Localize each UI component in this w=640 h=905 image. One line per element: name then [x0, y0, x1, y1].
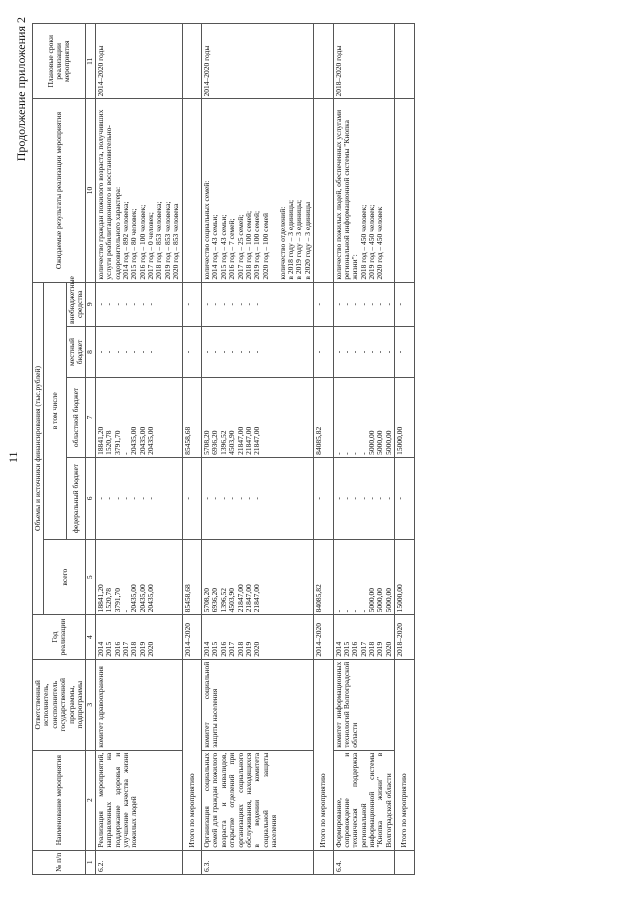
header-executor: Ответственный исполнитель, соисполнитель государственной программы, подпрограммы — [33, 659, 86, 750]
total-sum: 85458,68 — [182, 539, 201, 614]
total-extrabudget: - — [314, 282, 333, 326]
table-row — [95, 24, 182, 875]
row-extrabudget-line: - — [129, 303, 139, 306]
row-federal-line: - — [358, 497, 368, 500]
total-local: - — [182, 326, 201, 377]
row-extrabudget-line: - — [146, 303, 156, 306]
row-federal-line: - — [235, 497, 245, 500]
row-federal — [333, 457, 395, 539]
total-num-cell — [314, 850, 333, 874]
total-row — [182, 24, 201, 875]
appendix-caption: Продолжение приложения 2 — [14, 17, 28, 162]
row-local-line: - — [227, 350, 237, 354]
row-results-line: 2014 год – 43 семьи; — [210, 214, 220, 280]
row-regional-line: 3791,70 — [112, 430, 122, 455]
row-results-line: 2020 год – 450 человек — [375, 206, 385, 280]
row-federal-line: - — [227, 497, 237, 500]
row-extrabudget-line: - — [252, 303, 262, 306]
row-regional-line: 21847,00 — [252, 426, 262, 455]
row-local-line: - — [375, 350, 385, 354]
row-years-line: 2018 — [235, 641, 245, 657]
row-years-line: 2014 — [333, 641, 343, 657]
row-regional-line: 1520,78 — [104, 430, 114, 455]
row-regional — [95, 378, 182, 458]
row-regional-line: - — [333, 452, 343, 455]
row-extrabudget-line: - — [375, 303, 385, 306]
total-row — [395, 24, 414, 875]
header-num: № п/п — [33, 850, 86, 874]
column-number: 10 — [86, 99, 95, 282]
column-number-row — [86, 24, 95, 875]
row-years-line: 2016 — [350, 641, 360, 657]
row-results-line: 2017 год – 25 семей; — [235, 214, 245, 280]
row-local-line: - — [333, 350, 343, 354]
row-years-line: 2015 — [210, 641, 220, 657]
row-results-line: 2018 год – 450 человек; — [358, 204, 368, 280]
row-results-line: 2019 год – 853 человека; — [162, 201, 172, 280]
row-total-line: 6936,20 — [210, 588, 220, 613]
header-regional: областной бюджет — [66, 378, 86, 458]
column-number: 6 — [86, 457, 95, 539]
row-results-line: 2020 год – 853 человека — [171, 203, 181, 280]
table-row — [202, 24, 314, 875]
column-number: 3 — [86, 659, 95, 750]
row-years-line: 2020 — [146, 641, 156, 657]
row-local-line: - — [358, 350, 368, 354]
header-year: Год реализации — [33, 615, 86, 659]
header-results: Ожидаемые результаты реализации мероприятия — [33, 99, 86, 282]
header-total: всего — [44, 539, 86, 614]
row-regional-line: - — [358, 452, 368, 455]
total-local: - — [395, 326, 414, 377]
row-executor: комитет информационных технологий Волгоградской области — [333, 659, 395, 750]
row-total-line: 20435,00 — [129, 584, 139, 613]
row-results — [95, 99, 182, 282]
row-extrabudget-line: - — [358, 303, 368, 306]
row-results-line: 2019 год – 450 человек; — [367, 204, 377, 280]
table-body — [95, 24, 414, 875]
row-regional-line: 5708,20 — [202, 430, 212, 455]
row-num: 6.4. — [333, 850, 395, 874]
column-number: 7 — [86, 378, 95, 458]
total-label: Итого по мероприятию — [314, 659, 333, 850]
row-results-line: количество граждан пожилого возраста, получивших услуги реабилитационного и восстановительно-оздоровительного характера: — [95, 109, 122, 280]
total-sum: 15000,00 — [395, 539, 414, 614]
total-years: 2018–2020 — [395, 615, 414, 659]
row-results-line: в 2018 году – 3 единицы; — [285, 199, 295, 280]
row-regional-line: 20435,00 — [137, 426, 147, 455]
row-results-line: в 2019 году – 3 единицы; — [294, 199, 304, 280]
row-local-line: - — [252, 350, 262, 354]
row-extrabudget-line: - — [333, 303, 343, 306]
total-federal: - — [314, 457, 333, 539]
row-regional-line: 18841,20 — [95, 426, 105, 455]
row-results-line: 2017 год – 0 человек; — [146, 212, 156, 280]
row-terms: 2014–2020 годы — [202, 24, 314, 100]
row-terms: 2018–2020 годы — [333, 24, 395, 100]
row-results-line: количество социальных семей: — [202, 180, 212, 280]
row-local — [95, 326, 182, 377]
row-federal-line: - — [243, 497, 253, 500]
column-number: 5 — [86, 539, 95, 614]
row-name: Формирование, сопровождение и техническая поддержка региональной информационной системы "Кнопка жизни" в Волгоградской области — [333, 750, 395, 850]
row-years — [95, 615, 182, 659]
total-years: 2014–2020 — [314, 615, 333, 659]
column-number: 8 — [86, 326, 95, 377]
total-terms — [314, 24, 333, 100]
row-years-line: 2016 — [218, 641, 228, 657]
header-name: Наименование мероприятия — [33, 750, 86, 850]
row-local-line: - — [129, 350, 139, 354]
row-federal-line: - — [333, 497, 343, 500]
row-num: 6.3. — [202, 850, 314, 874]
row-local-line: - — [210, 350, 220, 354]
row-extrabudget-line: - — [137, 303, 147, 306]
row-years-line: 2020 — [252, 641, 262, 657]
header-federal: федеральный бюджет — [66, 457, 86, 539]
row-extrabudget-line: - — [112, 303, 122, 306]
row-federal-line: - — [341, 497, 351, 500]
row-extrabudget-line: - — [120, 303, 130, 306]
row-regional — [333, 378, 395, 458]
row-total-line: 5000,00 — [383, 588, 393, 613]
row-extrabudget-line: - — [202, 303, 212, 306]
row-extrabudget-line: - — [218, 303, 228, 306]
total-federal: - — [395, 457, 414, 539]
row-regional-line: 4503,90 — [227, 430, 237, 455]
row-results — [202, 99, 314, 282]
header-local: местный бюджет — [66, 326, 86, 377]
row-executor: комитет социальной защиты населения — [202, 659, 314, 750]
row-years — [202, 615, 314, 659]
row-regional-line: 20435,00 — [129, 426, 139, 455]
row-total-line: - — [333, 609, 343, 613]
header-extrabudget: внебюджетные средства — [66, 282, 86, 326]
row-results-line: в 2020 году – 3 единицы — [302, 202, 312, 280]
row-federal-line: - — [252, 497, 262, 500]
row-total-line: 5000,00 — [367, 588, 377, 613]
row-years-line: 2019 — [137, 641, 147, 657]
row-results-line: 2016 год – 7 семей; — [227, 218, 237, 280]
row-results-line: количество отделений: — [277, 206, 287, 280]
total-extrabudget: - — [182, 282, 201, 326]
row-total-line: 5708,20 — [202, 588, 212, 613]
row-total-line: 20435,00 — [137, 584, 147, 613]
row-years-line: 2018 — [367, 641, 377, 657]
total-regional: 84085,82 — [314, 378, 333, 458]
table-row — [333, 24, 395, 875]
total-label: Итого по мероприятию — [182, 659, 201, 850]
total-row — [314, 24, 333, 875]
row-total-line: - — [120, 609, 130, 613]
row-regional-line: 5000,00 — [367, 430, 377, 455]
row-federal-line: - — [95, 497, 105, 500]
row-years-line: 2019 — [375, 641, 385, 657]
total-terms — [395, 24, 414, 100]
row-federal-line: - — [375, 497, 385, 500]
row-extrabudget-line: - — [341, 303, 351, 306]
total-terms — [182, 24, 201, 100]
row-regional-line: 1396,52 — [218, 430, 228, 455]
row-extrabudget-line: - — [227, 303, 237, 306]
row-years-line: 2014 — [95, 641, 105, 657]
total-local: - — [314, 326, 333, 377]
column-number: 2 — [86, 750, 95, 850]
header-including: в том числе — [44, 282, 66, 539]
row-total-line: - — [350, 609, 360, 613]
row-local — [333, 326, 395, 377]
row-extrabudget — [333, 282, 395, 326]
row-regional-line: 5000,00 — [375, 430, 385, 455]
row-years-line: 2015 — [104, 641, 114, 657]
row-total-line: 3791,70 — [112, 588, 122, 613]
row-name: Реализация мероприятий, направленных на поддержание здоровья и улучшение качества жизни пожилых людей — [95, 750, 182, 850]
row-federal-line: - — [146, 497, 156, 500]
row-local-line: - — [235, 350, 245, 354]
column-number: 9 — [86, 282, 95, 326]
row-regional-line: 6936,20 — [210, 430, 220, 455]
row-federal — [202, 457, 314, 539]
total-num-cell — [395, 850, 414, 874]
row-local-line: - — [218, 350, 228, 354]
row-federal-line: - — [218, 497, 228, 500]
row-num: 6.2. — [95, 850, 182, 874]
row-results — [333, 99, 395, 282]
row-regional-line: 20435,00 — [146, 426, 156, 455]
row-total-line: 21847,00 — [235, 584, 245, 613]
row-total — [333, 539, 395, 614]
row-local-line: - — [120, 350, 130, 354]
row-extrabudget-line: - — [95, 303, 105, 306]
row-results-line: 2015 год – 80 человек; — [129, 208, 139, 280]
total-regional: 15000,00 — [395, 378, 414, 458]
row-federal-line: - — [104, 497, 114, 500]
row-results-line: 2016 год – 100 человек; — [137, 204, 147, 280]
row-total-line: 20435,00 — [146, 584, 156, 613]
row-extrabudget-line: - — [104, 303, 114, 306]
row-extrabudget — [202, 282, 314, 326]
row-regional-line: - — [120, 452, 130, 455]
total-results — [182, 99, 201, 282]
page-number: 11 — [6, 451, 20, 463]
row-local-line: - — [243, 350, 253, 354]
row-years-line: 2019 — [243, 641, 253, 657]
row-regional-line: 21847,00 — [235, 426, 245, 455]
row-regional — [202, 378, 314, 458]
row-local-line: - — [146, 350, 156, 354]
funding-table — [32, 23, 415, 875]
total-regional: 85458,68 — [182, 378, 201, 458]
row-extrabudget-line: - — [210, 303, 220, 306]
total-sum: 84085,82 — [314, 539, 333, 614]
row-results-line: 2019 год – 100 семей; — [252, 210, 262, 280]
column-number: 1 — [86, 850, 95, 874]
row-local-line: - — [383, 350, 393, 354]
row-years-line: 2017 — [227, 641, 237, 657]
header-terms: Плановые сроки реализации мероприятия — [33, 24, 86, 100]
row-federal-line: - — [383, 497, 393, 500]
total-extrabudget: - — [395, 282, 414, 326]
row-results-line: 2014 год – 892 человека; — [120, 201, 130, 280]
row-local-line: - — [367, 350, 377, 354]
total-years: 2014–2020 — [182, 615, 201, 659]
column-number: 11 — [86, 24, 95, 100]
row-federal-line: - — [202, 497, 212, 500]
total-federal: - — [182, 457, 201, 539]
row-extrabudget-line: - — [367, 303, 377, 306]
row-federal-line: - — [367, 497, 377, 500]
row-extrabudget-line: - — [243, 303, 253, 306]
row-terms: 2014–2020 годы — [95, 24, 182, 100]
row-total-line: 18841,20 — [95, 584, 105, 613]
row-regional-line: - — [341, 452, 351, 455]
row-local-line: - — [104, 350, 114, 354]
row-federal-line: - — [120, 497, 130, 500]
row-name: Организация социальных семей для граждан пожилого возраста и инвалидов, открытие отделений при организациях социального обслуживания, находящихся в ведении комитета социальной защиты населения — [202, 750, 314, 850]
row-federal-line: - — [112, 497, 122, 500]
row-years-line: 2020 — [383, 641, 393, 657]
row-extrabudget-line: - — [235, 303, 245, 306]
row-extrabudget-line: - — [383, 303, 393, 306]
row-results-line: 2018 год – 100 семей; — [243, 210, 253, 280]
row-local-line: - — [202, 350, 212, 354]
row-local-line: - — [112, 350, 122, 354]
row-years-line: 2015 — [341, 641, 351, 657]
row-total — [95, 539, 182, 614]
row-extrabudget-line: - — [350, 303, 360, 306]
row-total-line: 21847,00 — [252, 584, 262, 613]
row-local-line: - — [95, 350, 105, 354]
row-total-line: 5000,00 — [375, 588, 385, 613]
total-num-cell — [182, 850, 201, 874]
total-results — [314, 99, 333, 282]
row-years-line: 2017 — [120, 641, 130, 657]
header-funding: Объемы и источники финансирования (тыс.рублей) — [33, 282, 44, 615]
row-federal-line: - — [350, 497, 360, 500]
row-total-line: 1396,52 — [218, 588, 228, 613]
row-extrabudget — [95, 282, 182, 326]
row-results-line: 2015 год – 43 семьи; — [218, 214, 228, 280]
row-years-line: 2014 — [202, 641, 212, 657]
row-federal-line: - — [210, 497, 220, 500]
total-results — [395, 99, 414, 282]
row-total-line: 21847,00 — [243, 584, 253, 613]
row-total-line: 4503,90 — [227, 588, 237, 613]
row-federal — [95, 457, 182, 539]
row-results-line: 2018 год – 853 человека; — [154, 201, 164, 280]
row-regional-line: 21847,00 — [243, 426, 253, 455]
row-total-line: 1520,78 — [104, 588, 114, 613]
row-regional-line: - — [350, 452, 360, 455]
row-local-line: - — [350, 350, 360, 354]
row-years — [333, 615, 395, 659]
row-results-line: 2020 год – 100 семей — [260, 212, 270, 280]
row-regional-line: 5000,00 — [383, 430, 393, 455]
row-total-line: - — [341, 609, 351, 613]
row-executor: комитет здравоохранения — [95, 659, 182, 750]
row-local-line: - — [137, 350, 147, 354]
row-federal-line: - — [137, 497, 147, 500]
row-years-line: 2016 — [112, 641, 122, 657]
row-years-line: 2017 — [358, 641, 368, 657]
row-results-line: количество пожилых людей, обеспеченных услугами региональной информационной системы "Кнопка жизни": — [333, 109, 360, 280]
row-federal-line: - — [129, 497, 139, 500]
total-label: Итого по мероприятию — [395, 659, 414, 850]
column-number: 4 — [86, 615, 95, 659]
row-years-line: 2018 — [129, 641, 139, 657]
row-total-line: - — [358, 609, 368, 613]
row-local — [202, 326, 314, 377]
row-local-line: - — [341, 350, 351, 354]
row-total — [202, 539, 314, 614]
